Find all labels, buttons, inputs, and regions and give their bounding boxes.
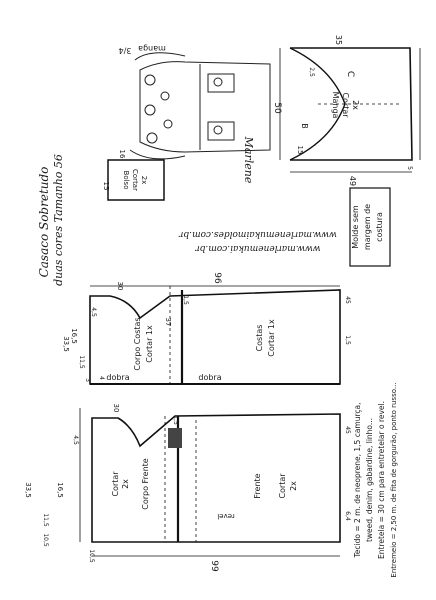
pocket-qty: 2x [140, 175, 148, 185]
back-small-d: 3 [84, 378, 91, 382]
back-width-total: 33,5 [62, 336, 70, 352]
sleeve-qty: 2x [351, 100, 360, 110]
materials-line4: Entremeio = 2,50 m. de fita de gorgurão, ponto russo... [390, 382, 398, 578]
front-neck: 1,5 [172, 415, 179, 425]
back-neck: 1,5 [182, 295, 189, 305]
sleeve-note-fraction: 3/4 [118, 46, 132, 55]
back-shoulder: 16,5 [70, 328, 78, 344]
front-revel: revel [217, 512, 235, 520]
sleeve-small-top: 2,5 [308, 67, 315, 77]
front-small-a: 11,5 [42, 513, 49, 527]
sleeve-small-bottom: 5 [406, 166, 413, 170]
designer-signature: Marlene [242, 136, 255, 184]
back-top-width: 30 [116, 281, 124, 291]
pocket-piece [102, 150, 164, 200]
sleeve-top-measure: 35 [334, 34, 343, 46]
back-piece2-cut: Cortar 1x [267, 319, 276, 357]
back-right-mark: 1,5 [344, 335, 351, 345]
title-line1: Casaco Sobretudo [37, 166, 51, 278]
title-line2: duas cores Tamanho 56 [52, 154, 65, 286]
materials-line3: Entretela = 30 cm para entretelar o revel. [377, 401, 386, 559]
sleeve-height: 50 [272, 102, 282, 114]
back-pieces [62, 272, 351, 384]
back-piece1-label: Corpo Costas [133, 317, 142, 371]
front-right-mark: 6,4 [344, 511, 351, 521]
back-fold2: dobra [198, 373, 222, 382]
sleeve-hem: 49 [348, 175, 357, 187]
url-secondary: www.marlenemukaimoldes.com.br [179, 229, 337, 239]
front-top-width: 30 [112, 403, 120, 413]
note-line1: Molde sem [351, 205, 360, 249]
back-small-b: 4,5 [90, 307, 97, 317]
sleeve-piece [272, 35, 420, 186]
sleeve-letter-b: B [300, 123, 309, 129]
sleeve-note: manga [138, 44, 166, 53]
back-fold1: dobra [106, 373, 130, 382]
materials-line1: Tecido = 2 m. de neoprene, 1,5 camurça, [353, 402, 362, 558]
back-piece2-label: Costas [255, 324, 264, 352]
seam-note-box [350, 188, 390, 266]
front-length: 99 [209, 560, 219, 572]
back-length: 96 [212, 272, 222, 284]
pocket-label: Bolso [122, 170, 130, 190]
note-line3: costura [375, 212, 384, 242]
front-piece1-label: Corpo Frente [141, 458, 150, 510]
back-small-a: 11,5 [78, 355, 85, 369]
sleeve-cut: Cortar [341, 92, 350, 118]
front-bottom-left: 10,5 [88, 549, 95, 563]
url-primary: www.marlenemukai.com.br [195, 243, 321, 253]
sleeve-label: Manga [331, 91, 340, 119]
front-piece1-cut: Cortar [111, 471, 120, 497]
front-piece2-qty: 2x [289, 481, 298, 491]
pocket-width: 16 [118, 149, 126, 159]
pocket-height: 15 [102, 181, 110, 191]
front-shoulder: 16,5 [56, 482, 64, 498]
materials-line2: tweed, denim, gabardine, linho... [365, 417, 374, 543]
back-small-c: 4 [98, 376, 105, 380]
front-piece1-qty: 2x [121, 479, 130, 489]
sleeve-letter-c: C [345, 70, 355, 78]
back-hem: 45 [344, 296, 351, 304]
materials-notes [353, 382, 398, 577]
front-small-b: 4,5 [72, 435, 79, 445]
note-line2: margem de [363, 203, 372, 251]
back-piece1-cut: Cortar 1x [145, 325, 154, 363]
front-small-c: 10,5 [42, 533, 49, 547]
front-hem: 45 [344, 426, 351, 434]
front-width-total: 33,5 [24, 482, 32, 498]
back-center-mark: 37 [164, 317, 172, 327]
front-piece2-cut: Cortar [278, 473, 287, 499]
pocket-cut: Cortar [131, 169, 139, 191]
front-piece2-label: Frente [253, 473, 262, 499]
front-pieces [24, 404, 351, 572]
sleeve-small-side: 15 [296, 145, 304, 155]
